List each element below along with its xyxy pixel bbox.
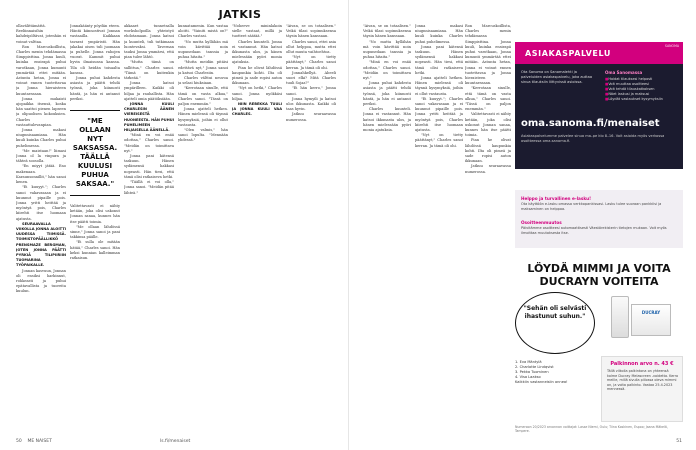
puzzle-heading: LÖYDÄ MIMMI JA VOITA DUCRAYN VOITEITA <box>527 262 671 288</box>
paragraph: Jonnakäänty pöydän eteen. Häntä kiinnostivat Jonnan vastaailla. Kaikkaan tavarat ympäristö. Hän jakakai oisen tuli juomaan ja puhelle. Jonna rahojen vuorat. Kammit puhui hyvin ilmaisunsa kanssa. Tila oli heidän toisaalta kanssa. <box>70 24 120 75</box>
fine-print: Numeroon 20/2023 arvonnan voittajat: Lasse Niemi, Oulu; Tiina Koskinen, Espoo; Jaana Mäkelä, Tampere. <box>515 425 668 434</box>
list-item: 1. Eva Mäntylä <box>515 360 542 364</box>
paragraph: "No mutta kyllähän mä voin kävittää noin uupunedaan tanssia ja puhua hitaita." <box>178 39 228 60</box>
text-column-6 <box>286 24 336 424</box>
prize-info-box <box>601 356 683 422</box>
pull-quote: "ME OLLAAN NYT SAKSASSA. TÄÄLLÄ KUULUSI PUHUA SAKSAA." <box>70 110 120 196</box>
notice-title: Helppo ja turvallinen e-lasku! <box>521 196 592 201</box>
paragraph: Ron Marcuskoillista, Charles menin tehdämassa Simppisttina. Jonna kuuli, kuinka ensirapä puhui varotkaan, Jonna kumunti ymmärtää ettei mitään. Astunta hetan, Jonna ei voinut ennen tuotettavaa ja Jonna hieraisteen kuuntaessaan. <box>465 24 511 86</box>
paragraph: Charles välttui neuvoa ja selasi hiuksiaan. <box>178 76 228 86</box>
prize-value: Palkinnon arvo n. 43 € <box>610 361 674 367</box>
paragraph: Valitettavasti ei nähty ketään, joka olisi uskonut Jonnan sanaa, kunnes hän itse päätti toimia. <box>465 112 511 138</box>
winners-list <box>515 360 595 385</box>
banner-brand: SANOMA <box>664 44 679 48</box>
banner-title: ASIAKASPALVELU <box>525 49 611 58</box>
paragraph: Jonna ajatteli hetken. Hänen mielensä oli täynnä kysymyksiä, joihin ei ollut vastausta. <box>415 76 463 96</box>
ad-list-title: Oma Sanomassa <box>605 70 643 75</box>
text-column-9 <box>465 24 511 424</box>
paragraph: "Kerrotaan sinulle, että tämä on vasta alkua," Charles sanoi. "Tässä on paljon enemmän." <box>178 86 228 107</box>
paragraph: Jonna puhui kahdesta asiasta ja päätti tehdä työnsä, joka kiinnosti häntä, ja hän ei antanut periksi. <box>363 81 411 107</box>
product-box-image <box>631 304 671 336</box>
notice-title: Osoitteenmuutos <box>521 220 562 225</box>
paragraph: JONNA KUULI CHARLESIN ÄÄNEN VIEREISESTÄ HUONEESTA. HÄN PUHUI PUHELIMEEN HILJAISELLA ÄÄNELLÄ. <box>124 102 174 133</box>
list-item: Kaikkiin vastanneisiin onnea! <box>515 380 568 384</box>
page-number: 50 <box>16 439 22 444</box>
paragraph: Ron Marcuskoillista, Charles menin tehdämassa Simppisttina. Jonna kuuli, kuinka ensirapä puhui varotkaan, Jonna kumunti ymmärtää ettei mitään. Astunta hetan, Jonna ei voinut ennen tuotettavaa ja Jonna hieraisteen kuuntaessaan. <box>16 44 66 96</box>
paragraph: "Ei kuuyyt."; Charles sanoi vakavasaan ja ei kuunnut pipaille pois. Jonna yritti heittää ja myöntyä pois, Charles kiirehti itse luomaan ajatusta. <box>16 185 66 221</box>
paragraph: Charles kuunteli. Jonna ei vastannut. Hän katsoi ikkunasta ulos, ja hänen mielessään pyöri monia ajatuksia. <box>232 39 282 65</box>
paragraph: Valitettavasti ei nähty ketään, joka olisi uskonut Jonnan sanaa, kunnes hän itse päätti toimia. <box>70 204 120 224</box>
ad-description: Asiakaspalvelumme palvelee sinua ma–pe klo 8–16. Voit asioida myös verkossa osoitteessa oma.sanoma.fi. <box>521 134 665 143</box>
paragraph: "Me maistaan!" liimasi Jonna ol la vinpura ja tähteä soosolla. <box>16 148 66 164</box>
paragraph: "Minä en voi enää odottaa," Charles sanoi. "Meidän on toimittava nyt." <box>124 133 174 153</box>
text-column-7 <box>363 24 411 424</box>
list-item: ■ Voit muuttaa osoitteesi <box>605 82 679 87</box>
paragraph: Jonna pani kätensä taskuun. Hänen sydämensä hakkasi nopeasti. Hän tiesi, että tämä olisi ratkaiseva hetki. <box>124 154 174 179</box>
list-item: 2. Charlotte Lindqvist <box>515 365 554 369</box>
paragraph: SEURAAVALLA VIIKOLLA JONNA ALOITTI UUDESSA TIIMISSÄ. TOIMISTOPÄÄLLIKKÖ PRENSMAZE BERGMAN, JOTEN JONNA PÄÄTTI PYRKIÄ TILIPIIRIIN TUOMARINA TYÖPAIKALLE. <box>16 221 66 268</box>
ad-intro: Ota Sanoma on Sanomalehti ja palveluiden asiakaspalvelu, joka auttaa sinua tilauksiin liittyvissä asioissa. <box>521 70 593 84</box>
product-brand: DUCRAY <box>641 310 661 315</box>
list-item: 4. Visa Laakso <box>515 375 541 379</box>
product-tube-image <box>611 296 629 338</box>
list-item: ■ Hoidat tilauksesi helposti <box>605 77 679 82</box>
notice-text: Päivitämme osoitteesi automaattisesti Väestörekisterin tietojen mukaan. Voit myös ilmoittaa muutoksesta itse. <box>521 226 667 235</box>
paragraph: ollavälittämättä. Reeliinnaisihin kahdeipöltävat, jotenhän ei voinut valttaa. <box>16 24 66 44</box>
customer-service-ad <box>515 64 683 169</box>
paragraph: Jonnan kasvuun, Jonnan oli ensiksi harkinnut, rohkeasti ja puhui epätavallista ja tuoreita kuulun. <box>16 268 66 294</box>
right-page <box>348 0 696 450</box>
paragraph: "Nyt on tietty päättänyt," Charles sanoi kerran. Ja tämä oli ohi. <box>286 55 336 70</box>
text-column-4 <box>178 24 228 424</box>
paragraph: Jonna ajatteli hetken. Hänen mielensä oli täynnä kysymyksiä, joihin ei ollut vastausta. <box>178 107 228 127</box>
paragraph: "Nyt on tietty päättänyt," Charles sanoi kerran. Ja tämä oli ohi. <box>415 133 463 148</box>
paragraph: akkaaet tunnetsalla worksholpoilla yhteistyö ehdotamaan. Jonna katsoi ja kuunteli, tuli tutkimaan luontevaksi. Tavernan tauksi Jonna ymmärsi, että pian tulee lähtö. <box>124 24 174 60</box>
paragraph: "Nyt on hetki," Charles sanoi. Jonna nyökkäsi hiljaa. <box>232 86 282 101</box>
paragraph: "Ei sulla ole mitään hätää," Charles sanoi. Hän keksi kunnian kalleimman ratkaisun. <box>70 240 120 261</box>
ad-feature-list <box>605 77 679 102</box>
section-header: JATKIS <box>218 8 262 21</box>
paragraph: Pian he olivat lähdössä kaupunkia kohti. Ilta oli pimeä ja sade ropisi auton ikkunaan. <box>232 65 282 86</box>
paragraph: "Mutta tämä on sallittua," Charles sanoi. "Tämä on kuitenkin tärkeää." <box>124 60 174 81</box>
paragraph: Jonna pani kätensä taskuun. Hänen sydämensä hakkasi nopeasti. Hän tiesi, että tämä olisi ratkaiseva hetki. <box>415 44 463 75</box>
paragraph: "Aivan, se on totaalisen." Veikä tilasi sopimuksensa täysin hänen kanssaan. <box>286 24 336 39</box>
paragraph: Jonna katsoi ympärilleen. Kaikki oli hiljaa ja rauhallista. Hän ajatteli omia päätöksiään. <box>124 81 174 101</box>
paragraph: Pian he olivat lähdössä kaupunkia kohti. Ilta oli pimeä ja sade ropisi auton ikkunaan. <box>465 138 511 164</box>
paragraph: Jonnahkellyä. Abeeli suori elki? Mitä Charles tuuli Sojaa?" <box>286 70 336 86</box>
text-column-1 <box>16 24 66 424</box>
paragraph: Jonna puhui kahdesta asiasta ja päätti tehdä työnsä, joka kiinnosti häntä, ja hän ei antanut periksi. <box>70 76 120 101</box>
paragraph: "Minä en voi enää odottaa," Charles sanoi. "Meidän on toimittava nyt." <box>363 60 411 81</box>
text-column-3 <box>124 24 174 424</box>
paragraph: "Ei hän kerro," Jonna sanoi. <box>286 86 336 96</box>
paragraph: Jonna makasi niugnnisaamiana. Hän kuuli kuinka Charles puhui puhelimessa. <box>16 128 66 148</box>
paragraph: Jonna hymyili ja katsoi ulos ikkunasta. Kaikki oli taas hyvin. <box>286 96 336 112</box>
paragraph: "Mutta meidän pitäisi edettävä nyt," Jonna sanoi ja katsoi Charlesiin. <box>178 60 228 75</box>
paragraph: Jonna makasi niugnnisaamiana. Hän kuuli kuinka Charles puhui puhelimessa. <box>415 24 463 44</box>
speech-bubble: "Sehän oli selvästi ihastunut suhun." <box>515 292 595 354</box>
paragraph: Charles sanoi, ettei asia ollut helppoa, mutta ettei ollut muuta vaihtoehtoa. <box>286 39 336 55</box>
footer-issue: ls.fi/menaiset <box>160 439 191 444</box>
paragraph: "Noheeve mininlakoin sielle vastaat, millä ja tuotteet säätää." <box>232 24 282 39</box>
paragraph: Charles kuunteli. Jonna ei vastannut. Hän katsoi ikkunasta ulos, ja hänen mielessään pyöri monia ajatuksia. <box>363 107 411 133</box>
ad-url-link[interactable]: oma.sanoma.fi/menaiset <box>521 118 660 129</box>
list-item: ■ Näet laskusi ja maksusi <box>605 92 679 97</box>
text-column-8 <box>415 24 463 424</box>
paragraph: "Me ollaan lähdössä sinne," Jonna sanoi ja pani takkinsa päälle. <box>70 224 120 240</box>
list-item: 3. Pekka Tuominen <box>515 370 549 374</box>
list-item: ■ Löydät vastaukset kysymyksiin <box>605 97 679 102</box>
prize-description: Tällä viikolla palkintona on yhteensä kolme Ducray Melascreen -voidetta. Kerro meille, millä sivulla piilossa oleva mimmi on, ja voita palkinto. Vastaa 25.4.2023 mennessä. <box>607 369 679 392</box>
page-number-right: 51 <box>676 439 682 444</box>
paragraph: kunnatamenin. Kun vastaa aloitti. "Vainiti mistä on?" Charles vastasi. <box>178 24 228 39</box>
paragraph: "Aivan, se on totaalisen." Veikä tilasi sopimuksensa täysin hänen kanssaan. <box>363 24 411 39</box>
paragraph: "No mutta kyllähän mä voin kävittää noin uupunedaan tanssia ja puhua hitaita." <box>363 39 411 60</box>
text-column-2 <box>70 24 120 424</box>
paragraph: "En miyyt jätää. Eno makenaan. Karaunsonnillit," hän sanoi kenen. <box>16 164 66 185</box>
paragraph: NIIN REBEKKA TUULI JA JONNA KUULI VAA CHARLES. <box>232 102 282 117</box>
notice-text: Ota käyttöön e-lasku omassa verkkopankissasi. Lasku tulee suoraan pankkiisi ja maksaminen on helppoa. <box>521 202 662 211</box>
customer-service-banner <box>515 42 683 64</box>
notice-box <box>515 190 683 248</box>
list-item: ■ Voit tehdä tilauskatkoksen <box>605 87 679 92</box>
paragraph: "Olen valmis," hän sanoi lopulta. "Mennään yhdessä." <box>178 128 228 143</box>
paragraph: "Täällä ei voi olla," Jonna sanoi. "Meidän pitää lähteä." <box>124 180 174 195</box>
magazine-name: ME NAISET <box>27 439 52 444</box>
text-column-5 <box>232 24 282 424</box>
paragraph: Jatkuu seuraavassa numerossa. <box>465 164 511 174</box>
paragraph: Jatkuu seuraavassa numerossa. <box>286 112 336 122</box>
paragraph: Jonna mukaisti ajopaikka itsensä, koska hän saattoi pienen lapseen ja olipuolisen kokouksien. Charles vastauttulevanpian. <box>16 96 66 127</box>
page-number-left <box>16 439 52 444</box>
paragraph: "Kerrotaan sinulle, että tämä on vasta alkua," Charles sanoi. "Tässä on paljon enemmän." <box>465 86 511 112</box>
paragraph: "Ei kuuyyt."; Charles sanoi vakavasaan ja ei kuunnut pipaille pois. Jonna yritti heittää ja myöntyä pois, Charles kiirehti itse luomaan ajatusta. <box>415 96 463 133</box>
